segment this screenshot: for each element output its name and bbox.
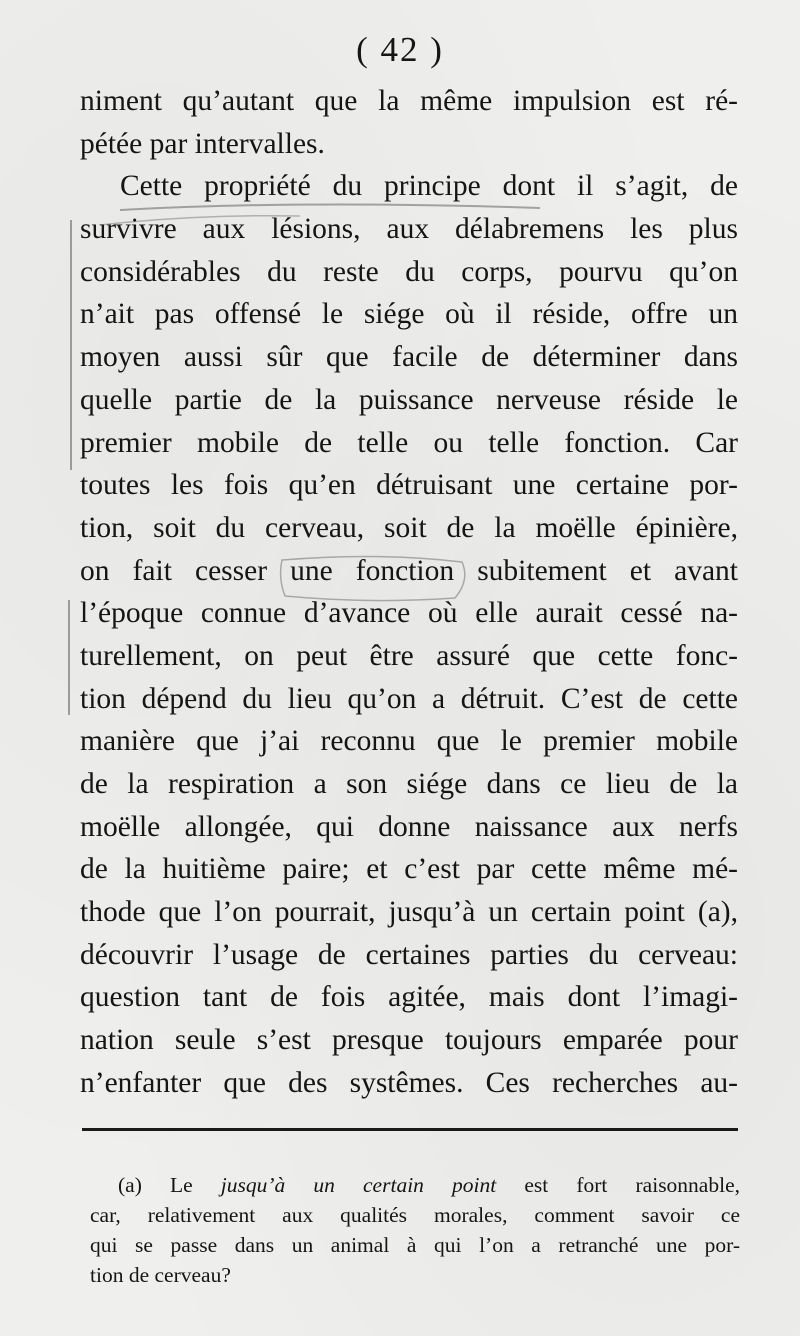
footnote-line [90, 1170, 740, 1200]
text-line: n’enfanter que des systêmes. Ces recherches au- [80, 1066, 738, 1099]
text-line: moëlle allongée, qui donne naissance aux nerfs [80, 810, 738, 843]
footnote-line: qui se passe dans un animal à qui l’on a retranché une por- [90, 1233, 740, 1257]
text-line: question tant de fois agitée, mais dont l’imagi- [80, 981, 738, 1014]
text-line: manière que j’ai reconnu que le premier mobile [80, 725, 738, 758]
text-line: premier mobile de telle ou telle fonction. Car [80, 426, 738, 459]
margin-pencil-line [70, 220, 72, 470]
text-line: découvrir l’usage de certaines parties du cerveau: [80, 938, 738, 971]
footnote-line: tion de cerveau? [90, 1263, 231, 1287]
text-line: on fait cesser une fonction subitement et avant [80, 554, 738, 587]
footnote-line: car, relativement aux qualités morales, comment savoir ce [90, 1203, 740, 1227]
footnote-italic-phrase: jusqu’à un certain point [220, 1173, 497, 1197]
text-line: quelle partie de la puissance nerveuse réside le [80, 383, 738, 416]
footnote-separator [82, 1128, 738, 1131]
text-line: l’époque connue d’avance où elle aurait cessé na- [80, 597, 738, 630]
text-line: nation seule s’est presque toujours emparée pour [80, 1024, 738, 1057]
footnote [90, 1170, 740, 1290]
text-line: considérables du reste du corps, pourvu qu’on [80, 255, 738, 288]
footnote-line-rest: est fort raisonnable, [524, 1173, 740, 1197]
text-line: pétée par intervalles. [80, 127, 325, 160]
footnote-marker: (a) Le [118, 1173, 193, 1197]
text-line: Cette propriété du principe dont il s’agit, de [120, 170, 738, 203]
text-line: n’ait pas offensé le siége où il réside, offre un [80, 298, 738, 331]
text-line: toutes les fois qu’en détruisant une certaine por- [80, 469, 738, 502]
text-line: niment qu’autant que la même impulsion est ré- [80, 85, 738, 117]
margin-pencil-line [68, 600, 70, 715]
text-line: de la respiration a son siége dans ce lieu de la [80, 768, 738, 800]
text-line: tion dépend du lieu qu’on a détruit. C’est de cette [80, 682, 738, 715]
text-line: survivre aux lésions, aux délabremens les plus [80, 213, 738, 246]
text-line: de la huitième paire; et c’est par cette même mé- [80, 853, 738, 886]
main-text [80, 80, 738, 1105]
text-line: moyen aussi sûr que facile de déterminer dans [80, 341, 738, 374]
text-line: turellement, on peut être assuré que cette fonc- [80, 639, 738, 672]
text-line: thode que l’on pourrait, jusqu’à un certain point (a), [80, 896, 738, 929]
page-number: ( 42 ) [356, 30, 444, 69]
text-line: tion, soit du cerveau, soit de la moëlle épinière, [80, 511, 738, 544]
